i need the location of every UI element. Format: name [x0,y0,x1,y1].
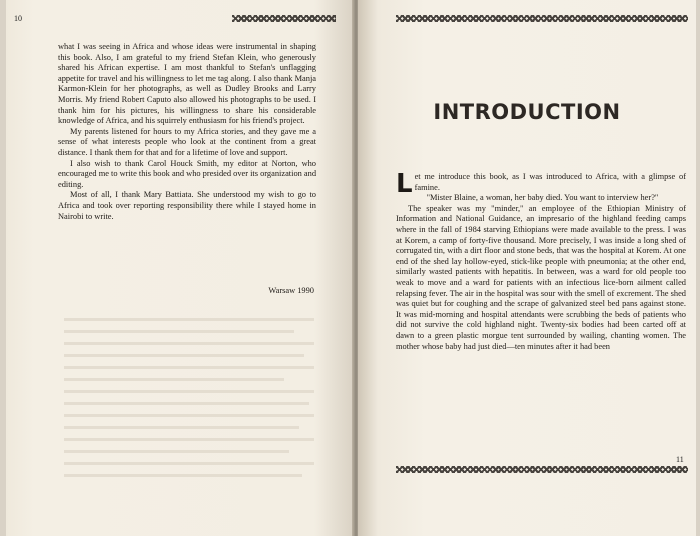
bleed-through-line [64,354,304,357]
left-paragraph-2: My parents listened for hours to my Africa stories, and they gave me a sense of what interests people who look at the continent from a great distance. I thank them for that and for a lifetime of love and support. [58,126,316,157]
left-header-ornament [232,15,336,22]
bleed-through-line [64,330,294,333]
bleed-through-line [64,318,314,321]
right-footer-ornament [396,466,688,473]
bleed-through-line [64,402,309,405]
bleed-through-line [64,390,314,393]
right-page-number: 11 [676,455,684,464]
drop-cap: L [396,169,413,199]
right-body-text [396,169,686,352]
right-paragraph-3: The speaker was my "minder," an employee of the Ethiopian Ministry of Information and National Guidance, an impresario of the highland feeding camps where in the fall of 1984 starving Ethiopians were made available to the press. I was at Korem, a camp of forty-five thousand. More precisely, I was inside a long shed of corrugated tin, with a dirt floor and stone beds, that was the hospital at Korem. At one end of the shed lay hollow-eyed, stick-like people with pneumonia; at the other end, similarly wasted patients with hepatitis. In between, was a ward for old people too weak to move and a ward for patients with an infectious lice-born ailment called relapsing fever. The air in the hospital was sour with the smell of excrement. The shed was quiet but for coughing and the scrape of galvanized steel bed pans against stone. It was mid-morning and hospital attendants were scrubbing the beds of patients who did not survive the cold highland night. Twenty-six bodies had been carted off at dawn to a green plastic morgue tent surrounded by wailing, chanting women. The mother whose baby had just died—ten minutes after it had been [396,203,686,351]
left-body-text [58,42,316,222]
bleed-through-line [64,474,302,477]
right-page [358,0,696,536]
bleed-through-line [64,426,299,429]
left-paragraph-1: what I was seeing in Africa and whose ideas were instrumental in shaping this book. Also, I am grateful to my friend Stefan Klein, who generously shared his African expertise. I am most thankful to Stefan's unflagging appetite for travel and his willingness to let me tag along. I also thank Manja Karmon-Klein for her photographs, as well as Dudley Brooks and Larry Morris. My friend Robert Caputo also allowed his photographs to be used. I thank him for his pictures, his willingness to share his considerable knowledge of Africa, and his squirrely enthusiasm for his friend's project. [58,42,316,126]
bleed-through-line [64,366,314,369]
bleed-through-line [64,450,289,453]
bleed-through-line [64,378,284,381]
left-paragraph-4: Most of all, I thank Mary Battiata. She understood my wish to go to Africa and took over reporting responsibility there while I stayed home in Nairobi to write. [58,190,316,221]
left-paragraph-3: I also wish to thank Carol Houck Smith, my editor at Norton, who encouraged me to write this book and who presided over its organization and editing. [58,158,317,189]
left-page [6,0,356,536]
signoff: Warsaw 1990 [268,286,314,295]
left-page-number: 10 [14,14,22,23]
bleed-through-line [64,462,314,465]
bleed-through-line [64,438,314,441]
bleed-through-line [64,414,314,417]
chapter-title: INTRODUCTION [433,100,621,124]
right-paragraph-2: "Mister Blaine, a woman, her baby died. You want to interview her?" [426,193,659,203]
bleed-through-line [64,342,314,345]
right-paragraph-1-text: et me introduce this book, as I was introduced to Africa, with a glimpse of famine. [414,172,686,192]
right-header-ornament [396,15,688,22]
